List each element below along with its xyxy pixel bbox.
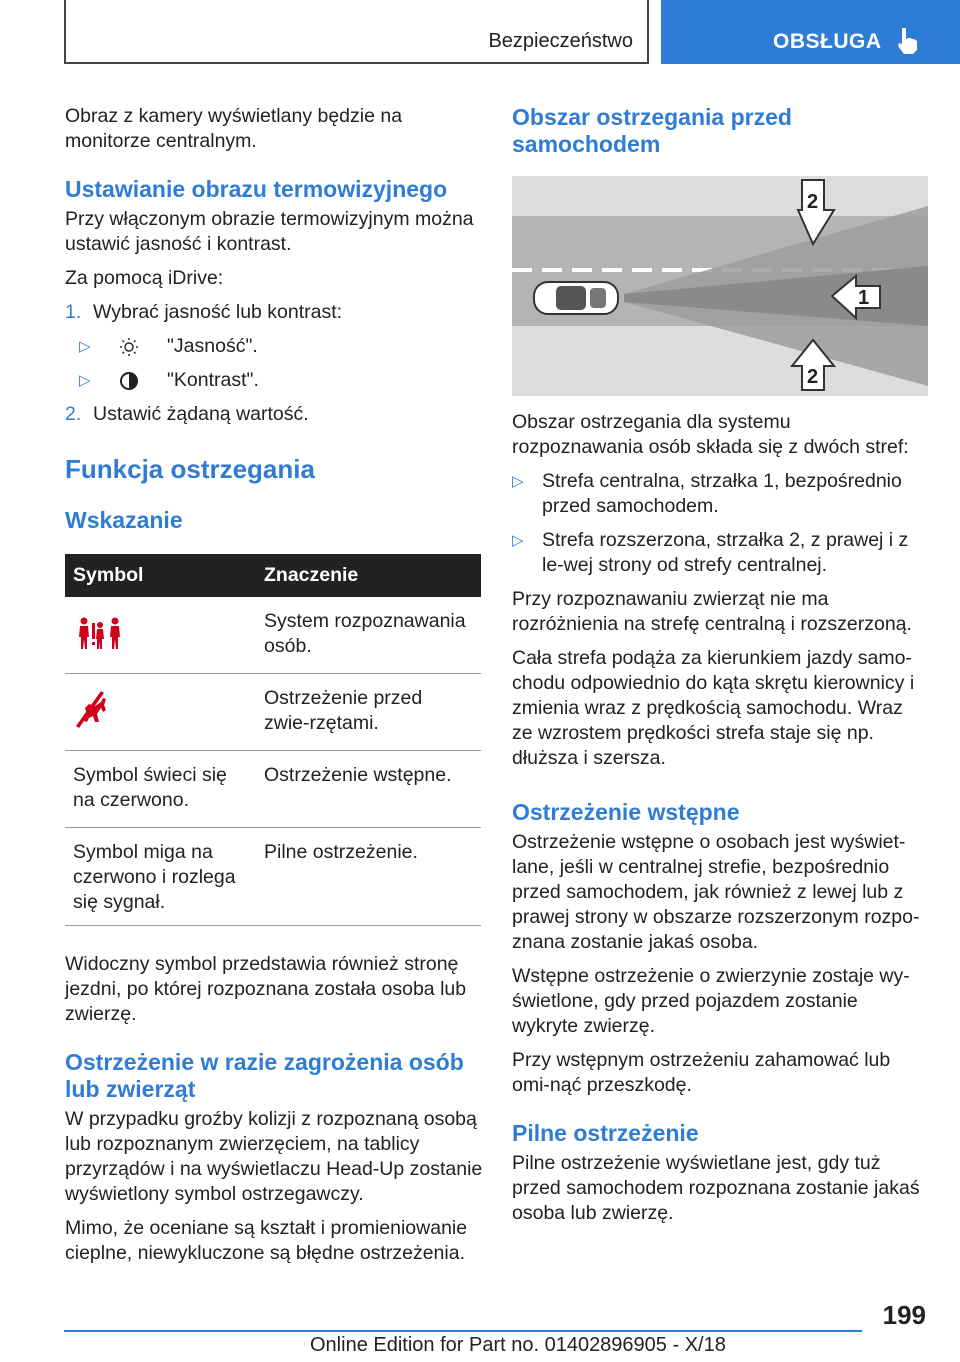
- table-row: [65, 597, 481, 674]
- hand-pointer-icon: [894, 26, 920, 56]
- header-tab[interactable]: [661, 0, 960, 64]
- indication-table: [65, 554, 481, 926]
- heading-adjust: Ustawianie obrazu termowizyjnego: [65, 176, 448, 202]
- warning-area-diagram: [512, 176, 928, 396]
- bullet-item: [512, 469, 926, 519]
- table-cell-meaning: System rozpoznawania osób.: [256, 597, 481, 674]
- arrow-2-top-label: 2: [807, 191, 819, 213]
- header-section-title: Bezpieczeństwo: [488, 30, 633, 52]
- sub-item-contrast: [79, 368, 483, 393]
- table-header: Znaczenie: [256, 554, 481, 597]
- area-paragraph: Obszar ostrzegania dla systemu rozpoznawania osób składa się z dwóch stref:: [512, 411, 909, 458]
- table-row: [65, 674, 481, 751]
- footer-rule: [64, 1330, 862, 1332]
- contrast-icon: [119, 371, 139, 391]
- table-header: Symbol: [65, 554, 256, 597]
- table-cell-meaning: Ostrzeżenie przed zwie-rzętami.: [256, 674, 481, 751]
- heading-function: Funkcja ostrzegania: [65, 454, 315, 484]
- triangle-bullet-icon: ▷: [512, 473, 524, 490]
- table-cell-symbol: [65, 597, 256, 674]
- table-cell-meaning: Pilne ostrzeżenie.: [256, 828, 481, 926]
- step-number: 1.: [65, 301, 82, 323]
- step-text: Ustawić żądaną wartość.: [93, 403, 309, 425]
- bullet-text: Strefa rozszerzona, strzałka 2, z prawej i z le-wej strony od strefy centralnej.: [542, 529, 909, 576]
- follow-paragraph: Cała strefa podąża za kierunkiem jazdy samo-chodu odpowiednio do kąta skrętu kierownicy i zmienia wraz z prędkością samochodu. Wraz ze wzrostem prędkości strefa staje się np. dłuższa i szersza.: [512, 647, 915, 769]
- prewarning-paragraph-1: Ostrzeżenie wstępne o osobach jest wyświet-lane, jeśli w centralnej strefie, bezpośrednio przed samochodem, jak również z lewej lub z prawej strony w obszarze rozszerzonym rozpo-znana zostanie jakaś osoba.: [512, 831, 920, 953]
- table-row: [65, 828, 481, 926]
- sub-item-brightness: [79, 334, 483, 359]
- prewarning-paragraph-2: Wstępne ostrzeżenie o zwierzynie zostaje wy-świetlone, gdy przed pojazdem zostanie wykryte zwierzę.: [512, 965, 910, 1037]
- heading-urgent: Pilne ostrzeżenie: [512, 1120, 699, 1146]
- bullet-text: Strefa centralna, strzałka 1, bezpośrednio przed samochodem.: [542, 470, 902, 517]
- sub-item-text: "Kontrast".: [167, 369, 259, 391]
- threat-paragraph: W przypadku groźby kolizji z rozpoznaną osobą lub rozpoznanym zwierzęciem, na tablicy przyrządów i na wyświetlaczu Head-Up zostanie wyświetlony symbol ostrzegawczy.: [65, 1108, 483, 1205]
- sub-item-text: "Jasność".: [167, 335, 258, 357]
- arrow-2-bottom-label: 2: [807, 366, 819, 388]
- heading-threat: Ostrzeżenie w razie zagrożenia osób lub zwierząt: [65, 1049, 464, 1102]
- car-icon: [534, 282, 618, 314]
- side-paragraph: Widoczny symbol przedstawia również stronę jezdni, po której rozpoznana została osoba lub zwierzę.: [65, 953, 467, 1025]
- triangle-bullet-icon: ▷: [512, 532, 524, 549]
- heading-indication: Wskazanie: [65, 507, 183, 533]
- prewarning-paragraph-3: Przy wstępnym ostrzeżeniu zahamować lub omi-nąć przeszkodę.: [512, 1049, 891, 1096]
- table-row: [65, 751, 481, 828]
- idrive-paragraph: Za pomocą iDrive:: [65, 267, 224, 289]
- sun-icon: [119, 337, 139, 357]
- animals-paragraph: Przy rozpoznawaniu zwierząt nie ma rozróżnienia na strefę centralną i rozszerzoną.: [512, 588, 912, 635]
- table-cell-symbol: Symbol miga na czerwono i rozlega się sygnał.: [65, 828, 256, 926]
- footer-edition: Online Edition for Part no. 01402896905 - X/18: [310, 1334, 726, 1356]
- animal-warning-icon: [73, 688, 113, 728]
- step-number: 2.: [65, 403, 82, 425]
- header-tab-label: OBSŁUGA: [773, 30, 882, 53]
- right-column: [512, 104, 926, 1235]
- table-cell-symbol: [65, 674, 256, 751]
- step-2: [65, 402, 483, 427]
- heading-area: Obszar ostrzegania przed samochodem: [512, 104, 792, 157]
- table-cell-meaning: Ostrzeżenie wstępne.: [256, 751, 481, 828]
- false-warning-paragraph: Mimo, że oceniane są kształt i promieniowanie cieplne, niewykluczone są błędne ostrzeżenia.: [65, 1217, 468, 1264]
- adjust-paragraph: Przy włączonym obrazie termowizyjnym można ustawić jasność i kontrast.: [65, 208, 474, 255]
- persons-warning-icon: [73, 615, 127, 651]
- table-cell-symbol: Symbol świeci się na czerwono.: [65, 751, 256, 828]
- arrow-1-label: 1: [858, 287, 870, 309]
- triangle-bullet-icon: ▷: [79, 372, 91, 389]
- step-text: Wybrać jasność lub kontrast:: [93, 301, 343, 323]
- triangle-bullet-icon: ▷: [79, 338, 91, 355]
- page-number: 199: [882, 1300, 926, 1330]
- step-1: [65, 300, 483, 325]
- header-section-box: [64, 0, 649, 64]
- bullet-item: [512, 528, 926, 578]
- left-column: [65, 104, 483, 1275]
- intro-paragraph: Obraz z kamery wyświetlany będzie na monitorze centralnym.: [65, 105, 403, 152]
- heading-prewarning: Ostrzeżenie wstępne: [512, 799, 740, 825]
- urgent-paragraph: Pilne ostrzeżenie wyświetlane jest, gdy tuż przed samochodem rozpoznana zostanie jakaś osoba lub zwierzę.: [512, 1152, 920, 1224]
